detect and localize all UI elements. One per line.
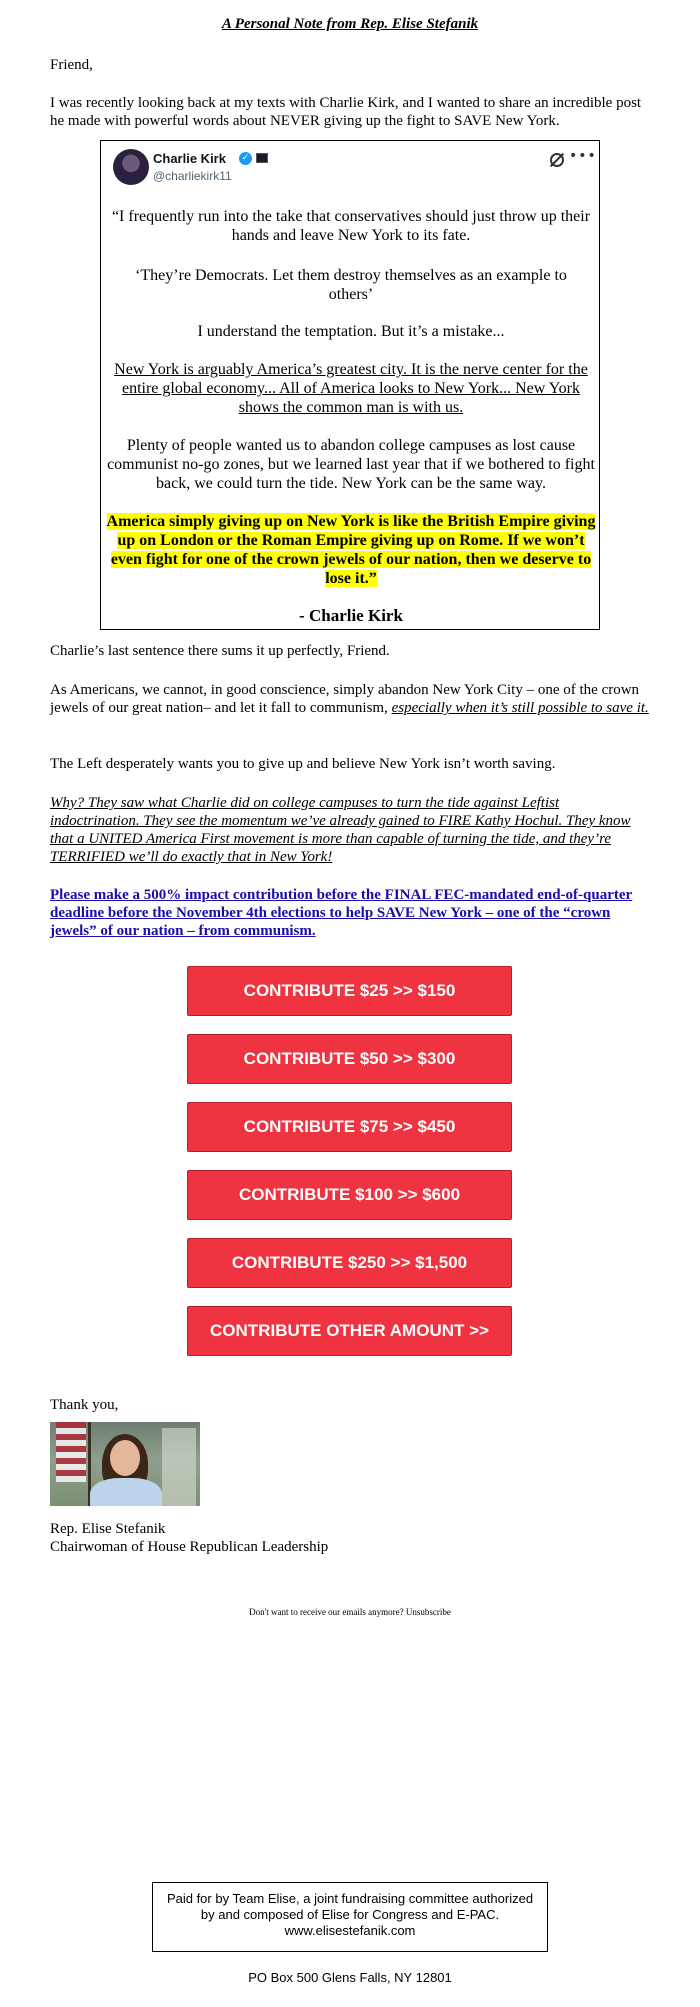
tweet-author-name[interactable]: Charlie Kirk — [153, 151, 226, 166]
portrait-shirt — [90, 1478, 162, 1506]
intro-paragraph: I was recently looking back at my texts with Charlie Kirk, and I wanted to share an incredible post he made with powerful words about NEVER giving up the fight to SAVE New York. — [50, 95, 642, 129]
signer-photo — [50, 1422, 200, 1506]
tweet-paragraph: “I frequently run into the take that conservatives should just throw up their hands and leave New York to its fate. — [111, 208, 591, 244]
tweet-header — [113, 148, 597, 189]
portrait-face — [110, 1440, 140, 1476]
contribute-button[interactable]: CONTRIBUTE $50 >> $300 — [187, 1034, 512, 1084]
contribute-button[interactable]: CONTRIBUTE $100 >> $600 — [187, 1170, 512, 1220]
tweet-paragraph-underlined: New York is arguably America’s greatest city. It is the nerve center for the entire global economy... All of America looks to New York... New York shows the common man is with us. — [114, 361, 588, 416]
highlighted-text: America simply giving up on New York is like the British Empire giving up on London or the Roman Empire giving up on Rome. If we won’t even fight for one of the crown jewels of our nation, then we deserve to lose it.” — [106, 513, 596, 587]
grok-icon[interactable] — [550, 153, 564, 167]
contribute-button[interactable]: CONTRIBUTE OTHER AMOUNT >> — [187, 1306, 512, 1356]
signer-name: Rep. Elise Stefanik — [50, 1521, 166, 1537]
tweet-signature: - Charlie Kirk — [299, 606, 403, 625]
tweet-paragraph: ‘They’re Democrats. Let them destroy themselves as an example to others’ — [135, 267, 567, 303]
contribute-button[interactable]: CONTRIBUTE $250 >> $1,500 — [187, 1238, 512, 1288]
american-flag-image — [56, 1422, 86, 1482]
greeting: Friend, — [50, 57, 93, 73]
affiliate-badge-icon — [256, 153, 268, 163]
americans-lead: As Americans, we cannot, in good conscience, simply abandon New York City – one of the crown jewels of our great nation– and let it fall to communism, — [50, 682, 640, 716]
mailing-address: PO Box 500 Glens Falls, NY 12801 — [248, 1970, 452, 1985]
contribute-button[interactable]: CONTRIBUTE $75 >> $450 — [187, 1102, 512, 1152]
tweet-author-handle[interactable]: @charliekirk11 — [153, 169, 232, 183]
americans-emphasis: especially when it’s still possible to save it. — [391, 700, 649, 716]
verified-badge-icon: ✓ — [239, 152, 252, 165]
paid-for-disclaimer: Paid for by Team Elise, a joint fundraising committee authorized by and composed of Elise for Congress and E-PAC. www.elisestefanik.com — [152, 1882, 548, 1952]
contribute-button[interactable]: CONTRIBUTE $25 >> $150 — [187, 966, 512, 1016]
embedded-tweet[interactable] — [100, 140, 600, 630]
tweet-highlighted-quote — [101, 512, 601, 588]
background-door — [162, 1428, 196, 1506]
summary-paragraph: Charlie’s last sentence there sums it up perfectly, Friend. — [50, 643, 390, 659]
thank-you: Thank you, — [50, 1397, 119, 1413]
americans-paragraph — [50, 681, 650, 717]
more-options-icon[interactable]: ••• — [569, 148, 597, 164]
why-paragraph: Why? They saw what Charlie did on college campuses to turn the tide against Leftist indoctrination. They see the momentum we’ve already gained to FIRE Kathy Hochul. They know that a UNITED America First movement is more than capable of turning the tide, and they’re TERRIFIED we’ll do exactly that in New York! — [50, 795, 631, 865]
contribution-link[interactable]: Please make a 500% impact contribution before the FINAL FEC-mandated end-of-quarter deadline before the November 4th elections to help SAVE New York – one of the “crown jewels” of our nation – from communism. — [50, 887, 633, 939]
signer-role: Chairwoman of House Republican Leadership — [50, 1539, 329, 1555]
avatar[interactable] — [113, 149, 149, 185]
tweet-paragraph: Plenty of people wanted us to abandon college campuses as lost cause communist no-go zones, but we learned last year that if we bothered to fight back, we could turn the tide. New York can be the same way. — [107, 437, 595, 492]
left-paragraph: The Left desperately wants you to give up and believe New York isn’t worth saving. — [50, 756, 556, 772]
tweet-paragraph: I understand the temptation. But it’s a mistake... — [197, 323, 505, 340]
unsubscribe-link[interactable]: Don't want to receive our emails anymore? Unsubscribe — [249, 1607, 451, 1617]
email-title: A Personal Note from Rep. Elise Stefanik — [221, 16, 479, 32]
